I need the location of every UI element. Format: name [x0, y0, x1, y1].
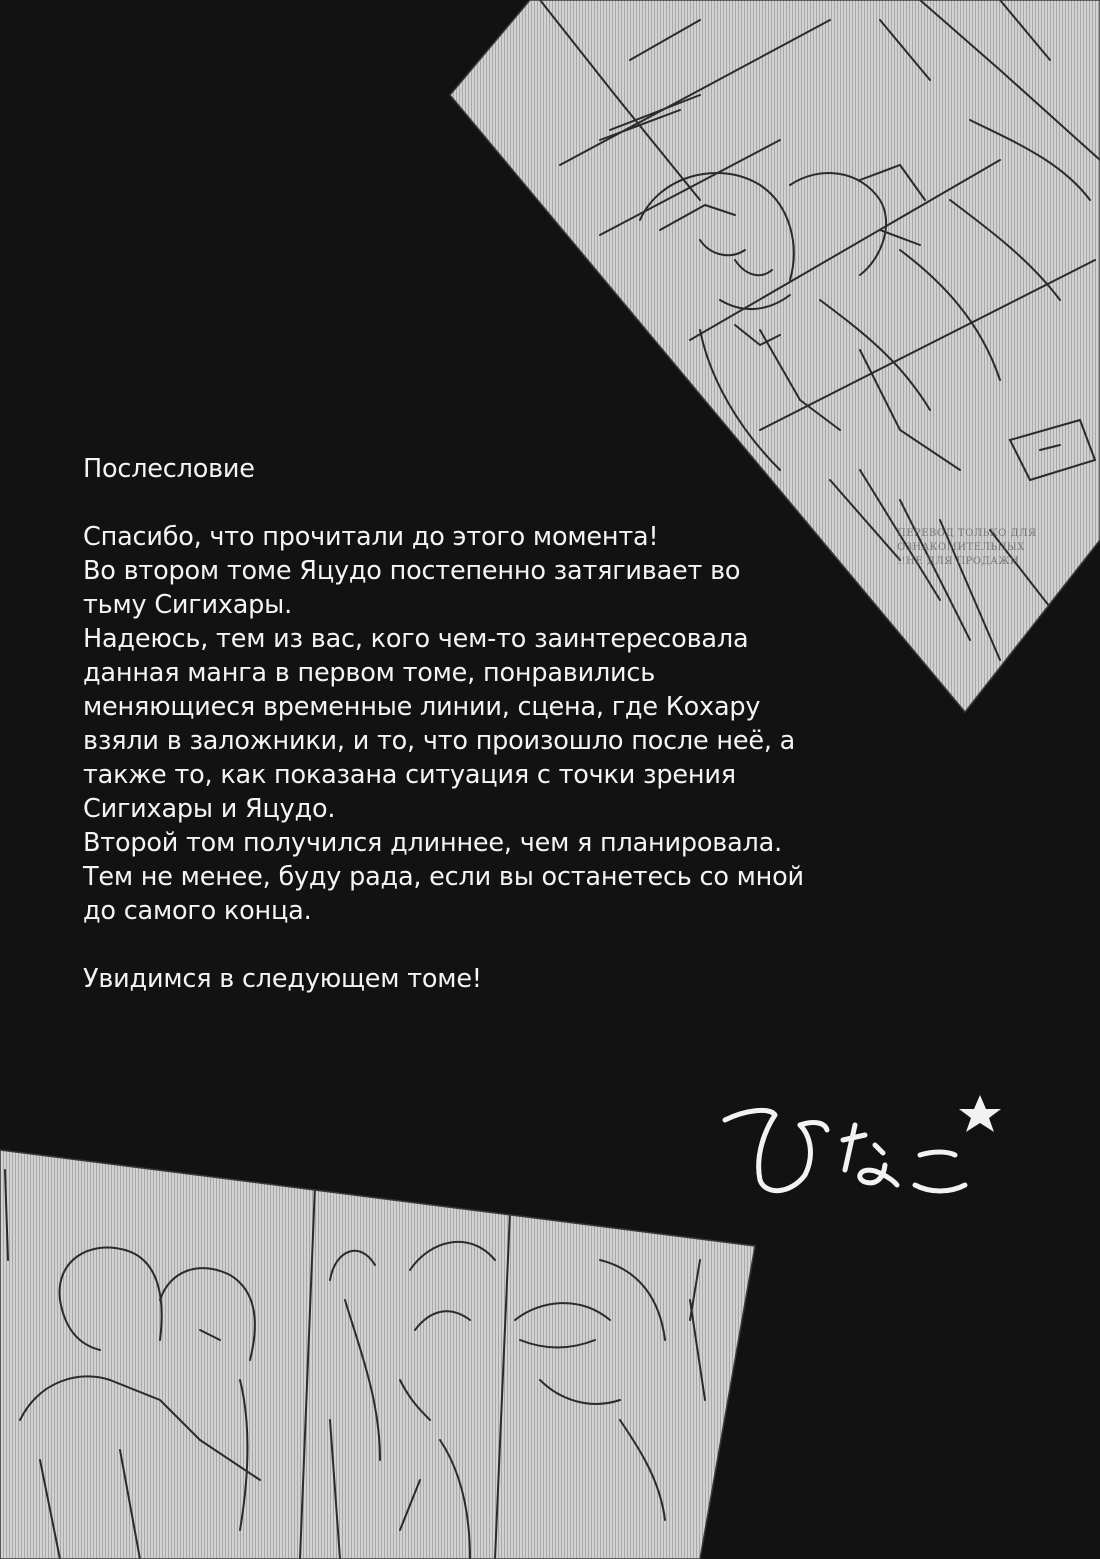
afterword-line: Надеюсь, тем из вас, кого чем-то заинтересовала [83, 624, 749, 654]
watermark-line-3: !!НЕ ДЛЯ ПРОДАЖИ [897, 556, 1020, 567]
watermark-line-2: ОЗНАКОМИТЕЛЬНЫХ [897, 542, 1025, 553]
afterword-heading: Послесловие [83, 454, 255, 484]
afterword-closing: Увидимся в следующем томе! [83, 964, 482, 994]
afterword-line: Спасибо, что прочитали до этого момента! [83, 522, 659, 552]
afterword-line: до самого конца. [83, 896, 312, 926]
afterword-line: Сигихары и Яцудо. [83, 794, 336, 824]
afterword-text-block [83, 452, 843, 996]
translation-watermark [897, 527, 1100, 569]
author-signature [715, 1085, 1015, 1225]
afterword-line: меняющиеся временные линии, сцена, где Кохару [83, 692, 761, 722]
afterword-line: также то, как показана ситуация с точки зрения [83, 760, 736, 790]
star-icon [959, 1095, 1001, 1132]
watermark-line-1: ПЕРЕВОД ТОЛЬКО ДЛЯ [897, 528, 1037, 539]
afterword-line: взяли в заложники, и то, что произошло после неё, а [83, 726, 796, 756]
afterword-line: Тем не менее, буду рада, если вы останетесь со мной [83, 862, 804, 892]
afterword-line: данная манга в первом томе, понравились [83, 658, 656, 688]
afterword-line: Второй том получился длиннее, чем я планировала. [83, 828, 782, 858]
afterword-line: Во втором томе Яцудо постепенно затягивает во [83, 556, 741, 586]
paragraph-gap [83, 486, 843, 520]
afterword-line: тьму Сигихары. [83, 590, 293, 620]
paragraph-gap [83, 928, 843, 962]
